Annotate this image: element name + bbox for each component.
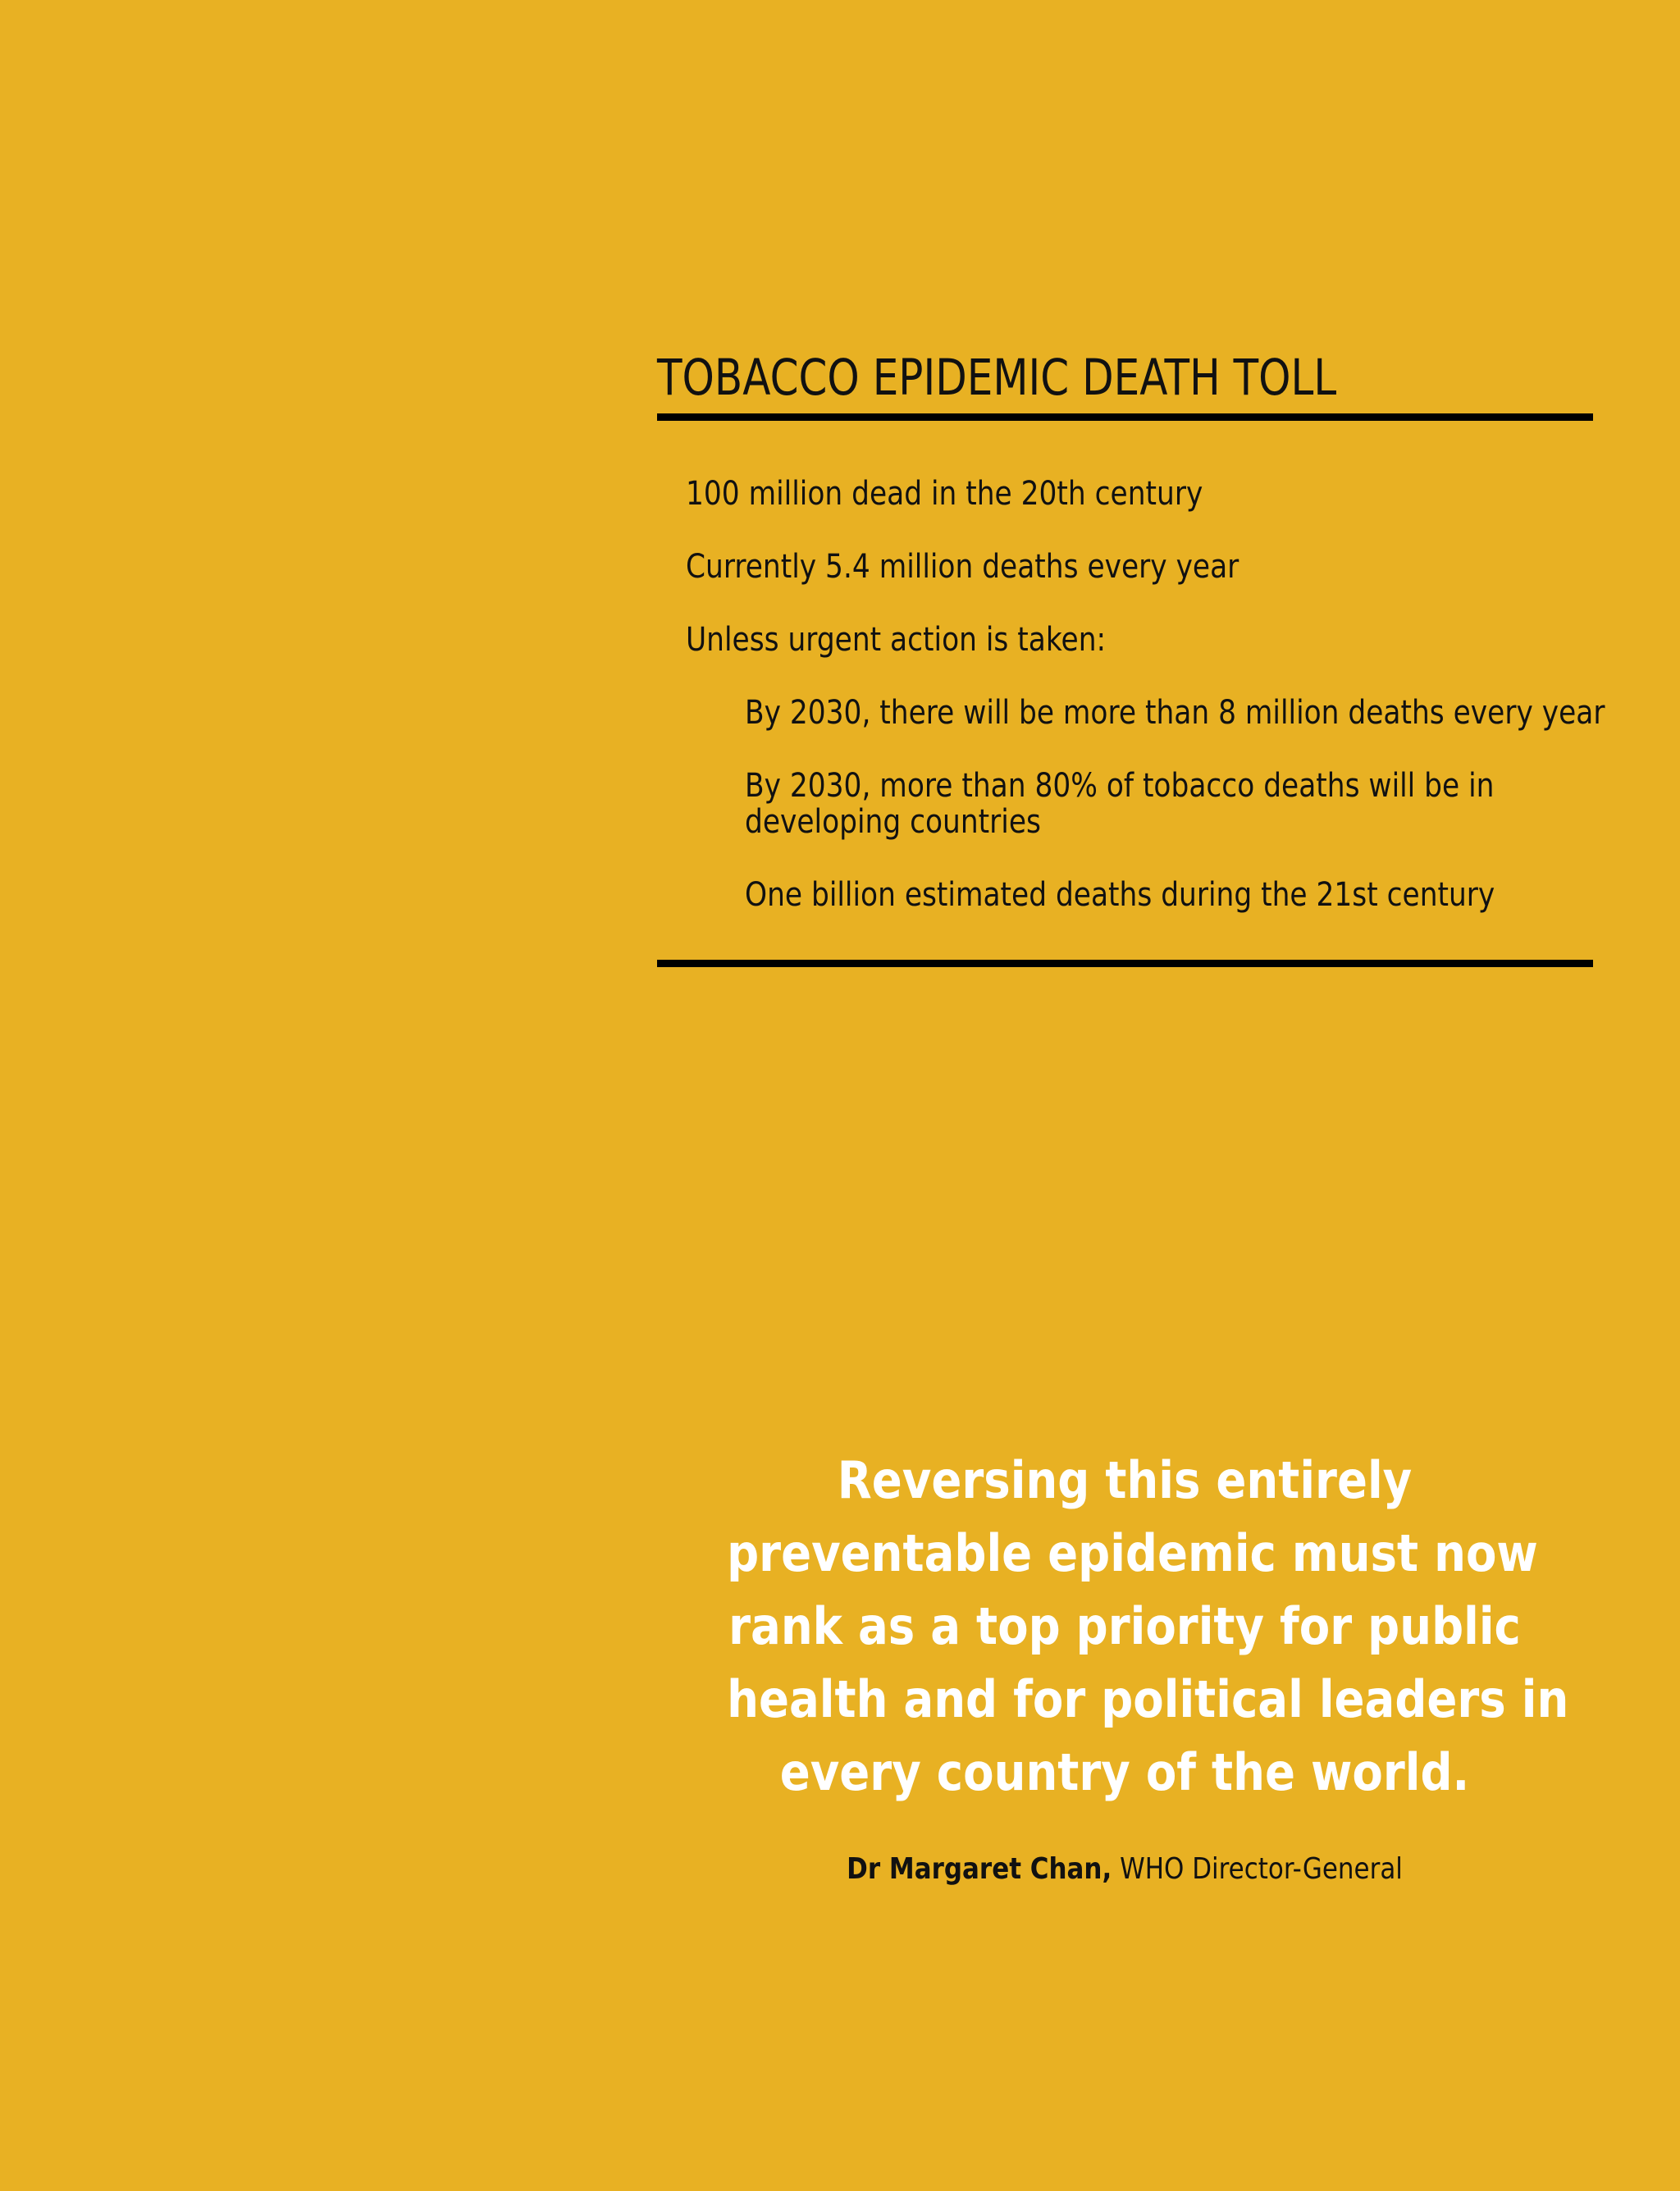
fact-20th-century: 100 million dead in the 20th century xyxy=(686,475,1203,513)
quote-line: preventable epidemic must now xyxy=(727,1523,1538,1583)
bottom-rule xyxy=(657,960,1593,967)
quote-line: health and for political leaders in xyxy=(727,1669,1569,1729)
fact-unless-action: Unless urgent action is taken: xyxy=(686,621,1107,659)
quote-attribution xyxy=(673,1852,1577,1886)
fact-current-deaths: Currently 5.4 million deaths every year xyxy=(686,548,1239,586)
subfact-2030-developing-cont: developing countries xyxy=(745,803,1041,841)
subfact-21st-century: One billion estimated deaths during the 21st century xyxy=(745,876,1495,914)
pull-quote xyxy=(673,1444,1577,1809)
author-role: WHO Director-General xyxy=(1120,1852,1403,1886)
top-rule xyxy=(657,413,1593,421)
quote-line: rank as a top priority for public xyxy=(728,1596,1521,1656)
death-toll-box xyxy=(657,349,1593,421)
subfact-2030-deaths: By 2030, there will be more than 8 million deaths every year xyxy=(745,694,1605,732)
subfact-2030-developing: By 2030, more than 80% of tobacco deaths will be in xyxy=(745,767,1495,805)
quote-line: Reversing this entirely xyxy=(837,1450,1413,1510)
author-name: Dr Margaret Chan, xyxy=(847,1852,1112,1886)
box-title: TOBACCO EPIDEMIC DEATH TOLL xyxy=(657,349,1337,407)
quote-line: every country of the world. xyxy=(779,1742,1470,1802)
